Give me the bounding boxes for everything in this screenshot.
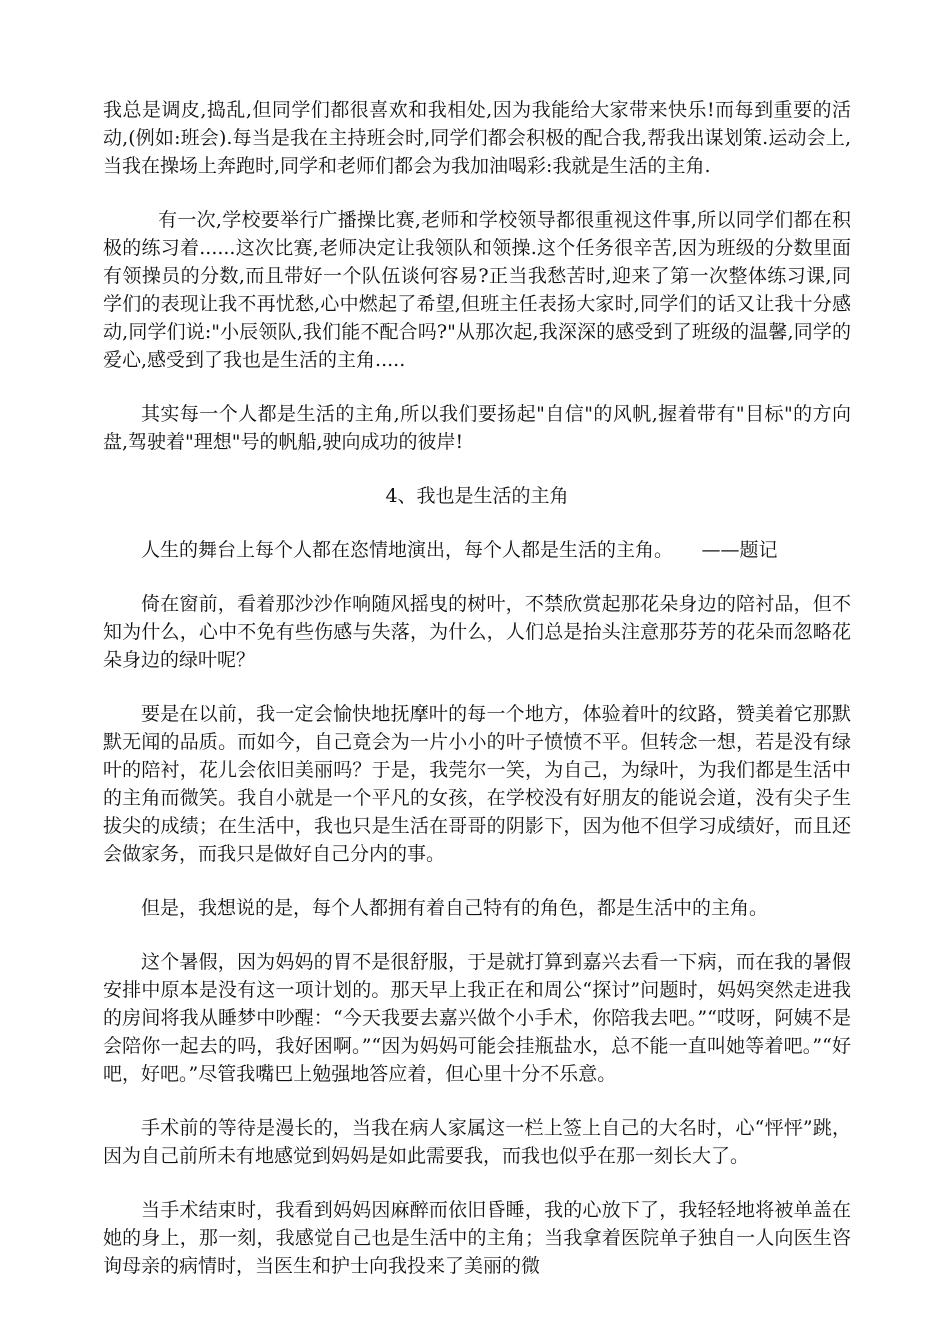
paragraph-1: 我总是调皮,捣乱,但同学们都很喜欢和我相处,因为我能给大家带来快乐!而每到重要的活动,(例如:班会).每当是我在主持班会时,同学们都会积极的配合我,帮我出谋划策.运动会上,当我在操场上奔跑时,同学和老师们都会为我加油喝彩:我就是生活的主角. [103, 99, 851, 177]
paragraph-10: 当手术结束时，我看到妈妈因麻醉而依旧昏睡，我的心放下了，我轻轻地将被单盖在她的身上，那一刻，我感觉自己也是生活中的主角；当我拿着医院单子独自一人向医生咨询母亲的病情时，当医生和护士向我投来了美丽的微 [103, 1199, 851, 1277]
document-body [103, 96, 851, 1306]
epigraph: 人生的舞台上每个人都在恣情地演出，每个人都是生活的主角。 ——题记 [141, 539, 778, 561]
paragraph-8: 这个暑假，因为妈妈的胃不是很舒服，于是就打算到嘉兴去看一下病，而在我的暑假安排中原本是没有这一项计划的。那天早上我正在和周公“探讨”问题时，妈妈突然走进我的房间将我从睡梦中吵醒：“今天我要去嘉兴做个小手术，你陪我去吧。”“哎呀，阿姨不是会陪你一起去的吗，我好困啊。”“因为妈妈可能会挂瓶盐水，总不能一直叫她等着吧。”“好吧，好吧。”尽管我嘴巴上勉强地答应着，但心里十分不乐意。 [103, 951, 851, 1085]
paragraph-7: 但是，我想说的是，每个人都拥有着自己特有的角色，都是生活中的主角。 [141, 897, 769, 919]
paragraph-9: 手术前的等待是漫长的，当我在病人家属这一栏上签上自己的大名时，心“怦怦”跳，因为自己前所未有地感觉到妈妈是如此需要我，而我也似乎在那一刻长大了。 [103, 1117, 851, 1167]
section-heading: 4、我也是生活的主角 [385, 485, 569, 507]
paragraph-3: 其实每一个人都是生活的主角,所以我们要扬起"自信"的风帆,握着带有"目标"的方向盘,驾驶着"理想"号的帆船,驶向成功的彼岸! [103, 403, 851, 453]
paragraph-2: 有一次,学校要举行广播操比赛,老师和学校领导都很重视这件事,所以同学们都在积极的练习着......这次比赛,老师决定让我领队和领操.这个任务很辛苦,因为班级的分数里面有领操员的分数,而且带好一个队伍谈何容易?正当我愁苦时,迎来了第一次整体练习课,同学们的表现让我不再忧愁,心中燃起了希望,但班主任表扬大家时,同学们的话又让我十分感动,同学们说:"小辰领队,我们能不配合吗?"从那次起,我深深的感受到了班级的温馨,同学的爱心,感受到了我也是生活的主角..... [103, 209, 851, 371]
paragraph-5: 倚在窗前，看着那沙沙作响随风摇曳的树叶，不禁欣赏起那花朵身边的陪衬品，但不知为什么，心中不免有些伤感与失落，为什么，人们总是抬头注意那芬芳的花朵而忽略花朵身边的绿叶呢？ [103, 593, 851, 671]
paragraph-6: 要是在以前，我一定会愉快地抚摩叶的每一个地方，体验着叶的纹路，赞美着它那默默无闻的品质。而如今，自己竟会为一片小小的叶子愤愤不平。但转念一想，若是没有绿叶的陪衬，花儿会依旧美丽吗？于是，我莞尔一笑，为自己，为绿叶，为我们都是生活中的主角而微笑。我自小就是一个平凡的女孩，在学校没有好朋友的能说会道，没有尖子生拔尖的成绩；在生活中，我也只是生活在哥哥的阴影下，因为他不但学习成绩好，而且还会做家务，而我只是做好自己分内的事。 [103, 703, 851, 865]
